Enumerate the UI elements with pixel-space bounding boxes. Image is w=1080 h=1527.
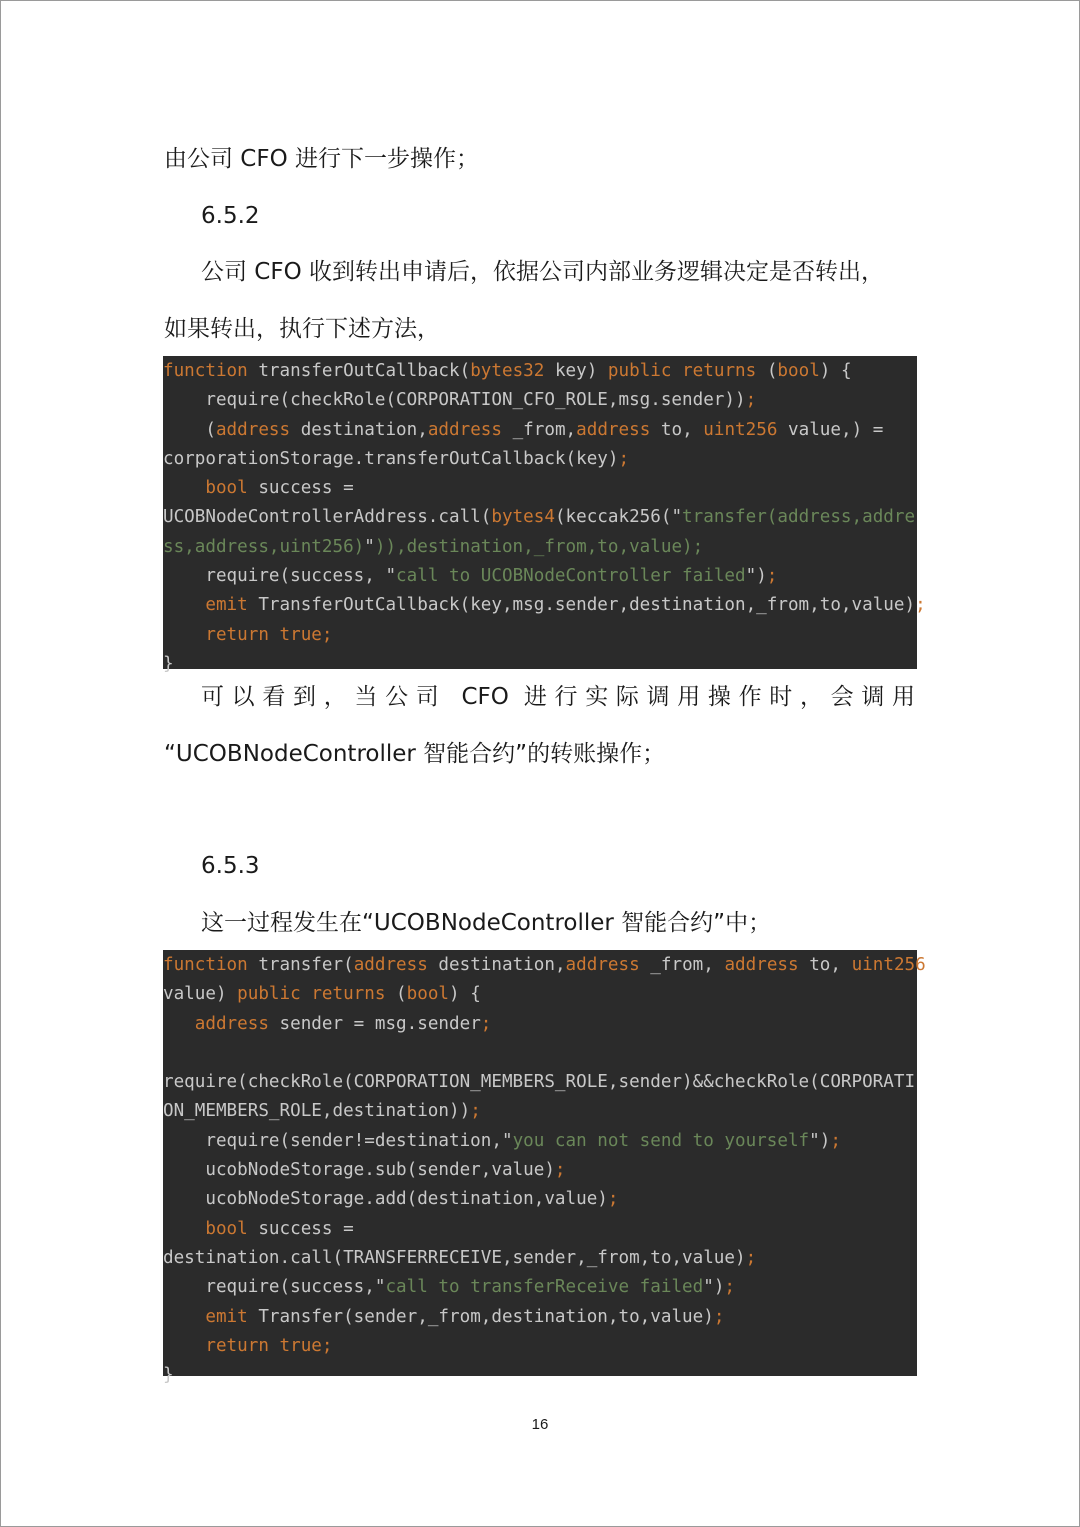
paragraph-ucob-transfer: “UCOBNodeController 智能合约”的转账操作； <box>164 741 666 767</box>
code-line: require(checkRole(CORPORATION_MEMBERS_ROLE,sender)&&checkRole(CORPORATI <box>163 1072 916 1093</box>
code-line: require(success, "call to UCOBNodeController failed"); <box>163 566 778 587</box>
code-line: ucobNodeStorage.add(destination,value); <box>163 1189 619 1210</box>
paragraph-cfo-receives-request: 公司 CFO 收到转出申请后，依据公司内部业务逻辑决定是否转出， <box>201 259 885 285</box>
paragraph-can-see: 可以看到，当公司 CFO 进行实际调用操作时，会调用 <box>201 684 915 710</box>
code-line: emit TransferOutCallback(key,msg.sender,destination,_from,to,value); <box>205 595 926 616</box>
section-heading-6-5-2: 6.5.2 <box>201 203 260 229</box>
code-line: require(sender!=destination,"you can not send to yourself"); <box>163 1130 841 1151</box>
code-line: } <box>163 1365 174 1386</box>
code-line: function transfer(address destination,address _from, address to, uint256 <box>163 955 926 975</box>
code-line: } <box>163 653 174 674</box>
code-line: value) public returns (bool) { <box>163 984 481 1005</box>
code-line: ucobNodeStorage.sub(sender,value); <box>163 1160 566 1181</box>
code-line <box>163 1038 917 1067</box>
code-block-transfer-out-callback <box>163 356 926 674</box>
page-number: 16 <box>531 1416 549 1433</box>
code-line: function transferOutCallback(bytes32 key) public returns (bool) { <box>163 361 852 381</box>
paragraph-if-transfer: 如果转出，执行下述方法， <box>164 316 440 342</box>
code-line: corporationStorage.transferOutCallback(key); <box>163 448 630 469</box>
code-line: UCOBNodeControllerAddress.call(bytes4(keccak256("transfer(address,addre <box>163 507 916 528</box>
code-line: bool success = <box>205 1218 354 1239</box>
code-line: return true; <box>205 624 333 645</box>
code-line: require(success,"call to transferReceive failed"); <box>163 1277 736 1298</box>
code-line: address sender = msg.sender; <box>194 1013 492 1034</box>
code-line: require(checkRole(CORPORATION_CFO_ROLE,msg.sender)); <box>163 390 757 411</box>
code-line: (address destination,address _from,address to, uint256 value,) = <box>163 419 884 440</box>
code-block-transfer <box>163 950 926 1386</box>
paragraph-cfo-next-step: 由公司 CFO 进行下一步操作； <box>164 146 480 172</box>
code-line: destination.call(TRANSFERRECEIVE,sender,_from,to,value); <box>163 1247 757 1268</box>
code-line: bool success = <box>205 478 354 499</box>
paragraph-process-occurs: 这一过程发生在“UCOBNodeController 智能合约”中； <box>201 910 772 936</box>
code-line: ON_MEMBERS_ROLE,destination)); <box>163 1101 481 1122</box>
section-heading-6-5-3: 6.5.3 <box>201 853 260 879</box>
code-line: emit Transfer(sender,_from,destination,to,value); <box>205 1306 725 1327</box>
code-line: return true; <box>205 1335 333 1356</box>
code-line: ss,address,uint256)")),destination,_from,to,value); <box>163 536 704 557</box>
